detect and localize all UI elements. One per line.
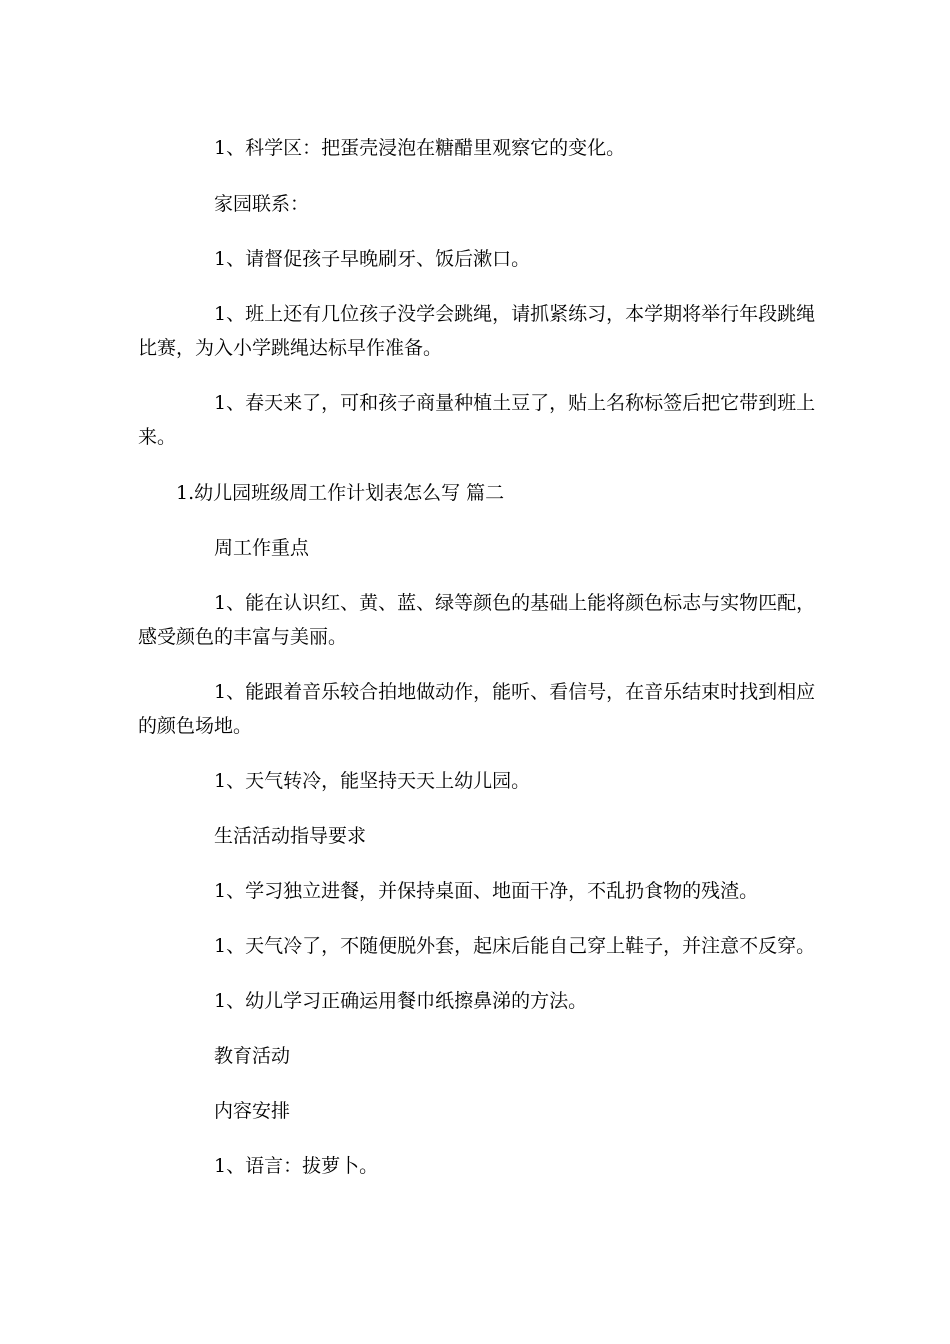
paragraph-colors: 1、能在认识红、黄、蓝、绿等颜色的基础上能将颜色标志与实物匹配，感受颜色的丰富与美丽。 — [138, 592, 816, 648]
paragraph-weekly-focus-heading: 周工作重点 — [214, 537, 310, 559]
paragraph-independent-eating: 1、学习独立进餐，并保持桌面、地面干净，不乱扔食物的残渣。 — [214, 880, 759, 902]
paragraph-home-contact-heading: 家园联系： — [214, 193, 310, 215]
paragraph-napkin-use: 1、幼儿学习正确运用餐巾纸擦鼻涕的方法。 — [214, 990, 588, 1012]
paragraph-plant-potatoes: 1、春天来了，可和孩子商量种植土豆了，贴上名称标签后把它带到班上来。 — [138, 392, 816, 448]
paragraph-brushing-teeth: 1、请督促孩子早晚刷牙、饭后漱口。 — [214, 248, 531, 270]
paragraph-life-activity-heading: 生活活动指导要求 — [214, 825, 367, 847]
paragraph-content-arrangement-heading: 内容安排 — [214, 1100, 291, 1122]
paragraph-education-activity-heading: 教育活动 — [214, 1045, 291, 1067]
paragraph-science-area: 1、科学区：把蛋壳浸泡在糖醋里观察它的变化。 — [214, 137, 626, 159]
paragraph-language-activity: 1、语言：拔萝卜。 — [214, 1155, 379, 1177]
paragraph-jump-rope: 1、班上还有几位孩子没学会跳绳，请抓紧练习，本学期将举行年段跳绳比赛，为入小学跳绳达标早作准备。 — [138, 303, 816, 359]
section-title-part-two: 1.幼儿园班级周工作计划表怎么写 篇二 — [176, 482, 505, 504]
paragraph-coat-shoes: 1、天气冷了，不随便脱外套，起床后能自己穿上鞋子，并注意不反穿。 — [214, 935, 816, 957]
paragraph-cold-weather-attendance: 1、天气转冷，能坚持天天上幼儿园。 — [214, 770, 531, 792]
paragraph-music-movement: 1、能跟着音乐较合拍地做动作，能听、看信号，在音乐结束时找到相应的颜色场地。 — [138, 681, 816, 737]
